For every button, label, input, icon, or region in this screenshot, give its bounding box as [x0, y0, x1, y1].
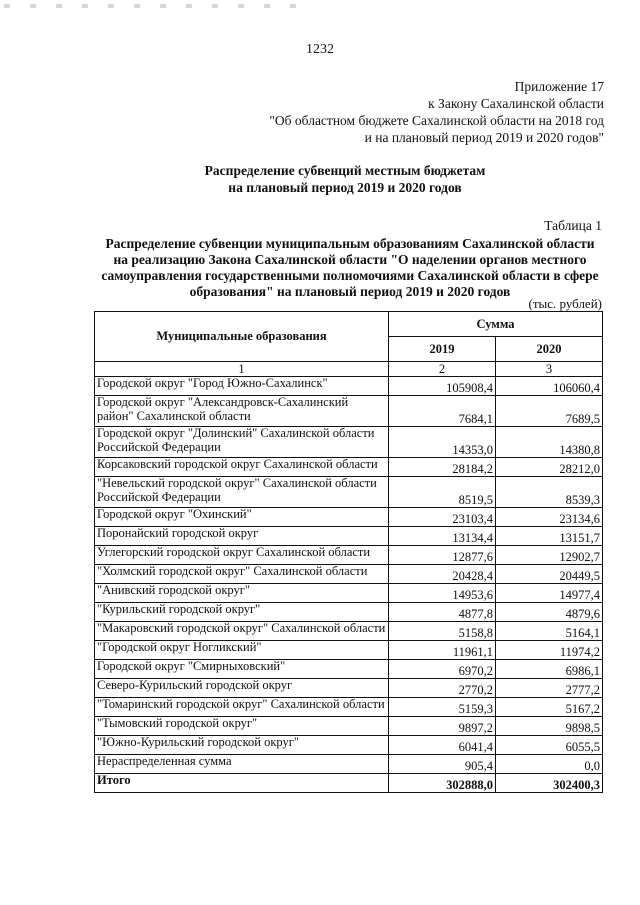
column-number: 1: [95, 362, 389, 377]
total-2019: 302888,0: [389, 774, 496, 793]
header-year-2019: 2019: [389, 337, 496, 362]
table-footer: [95, 774, 603, 793]
table-body: [95, 377, 603, 774]
table-row: [95, 427, 603, 458]
value-2019: 23103,4: [389, 508, 496, 527]
appendix-line: и на плановый период 2019 и 2020 годов": [364, 130, 604, 145]
value-2019: 905,4: [389, 755, 496, 774]
table-row: [95, 603, 603, 622]
municipality-name: Городской округ "Охинский": [95, 508, 389, 527]
value-2020: 20449,5: [496, 565, 603, 584]
value-2019: 12877,6: [389, 546, 496, 565]
value-2019: 7684,1: [389, 396, 496, 427]
value-2020: 4879,6: [496, 603, 603, 622]
value-2019: 9897,2: [389, 717, 496, 736]
value-2019: 6970,2: [389, 660, 496, 679]
value-2020: 6055,5: [496, 736, 603, 755]
municipality-name: "Южно-Курильский городской округ": [95, 736, 389, 755]
value-2019: 11961,1: [389, 641, 496, 660]
value-2020: 14977,4: [496, 584, 603, 603]
table-number: Таблица 1: [544, 218, 602, 233]
scan-artifact: [4, 4, 304, 8]
value-2020: 7689,5: [496, 396, 603, 427]
municipality-name: Поронайский городской округ: [95, 527, 389, 546]
table-row: [95, 736, 603, 755]
header-sum: Сумма: [389, 312, 603, 337]
table-row: [95, 508, 603, 527]
subsidy-table: [94, 311, 603, 793]
value-2019: 13134,4: [389, 527, 496, 546]
value-2020: 23134,6: [496, 508, 603, 527]
column-number: 2: [389, 362, 496, 377]
table-row: [95, 377, 603, 396]
value-2019: 6041,4: [389, 736, 496, 755]
value-2019: 2770,2: [389, 679, 496, 698]
value-2020: 0,0: [496, 755, 603, 774]
appendix-line: Приложение 17: [514, 79, 604, 94]
value-2020: 6986,1: [496, 660, 603, 679]
header-municipality: Муниципальные образования: [95, 312, 389, 362]
value-2020: 14380,8: [496, 427, 603, 458]
value-2019: 20428,4: [389, 565, 496, 584]
table-row: [95, 755, 603, 774]
appendix-block: [269, 78, 604, 146]
table-row: [95, 527, 603, 546]
table-row: [95, 477, 603, 508]
table-row: [95, 679, 603, 698]
value-2020: 11974,2: [496, 641, 603, 660]
value-2020: 5164,1: [496, 622, 603, 641]
table-row: [95, 396, 603, 427]
municipality-name: Городской округ "Александровск-Сахалинский район" Сахалинской области: [95, 396, 389, 427]
value-2019: 105908,4: [389, 377, 496, 396]
municipality-name: Углегорский городской округ Сахалинской области: [95, 546, 389, 565]
table-header: [95, 312, 603, 377]
document-title: [0, 162, 640, 196]
value-2019: 28184,2: [389, 458, 496, 477]
value-2020: 28212,0: [496, 458, 603, 477]
table-row: [95, 622, 603, 641]
table-row: [95, 546, 603, 565]
appendix-line: "Об областном бюджете Сахалинской области на 2018 год: [269, 113, 604, 128]
table-row: [95, 698, 603, 717]
value-2019: 5159,3: [389, 698, 496, 717]
appendix-line: к Закону Сахалинской области: [428, 96, 604, 111]
value-2020: 8539,3: [496, 477, 603, 508]
value-2020: 2777,2: [496, 679, 603, 698]
page-number: 1232: [306, 42, 334, 57]
value-2020: 9898,5: [496, 717, 603, 736]
units-label: (тыс. рублей): [528, 296, 602, 311]
table-row: [95, 584, 603, 603]
table-row: [95, 717, 603, 736]
municipality-name: Городской округ "Город Южно-Сахалинск": [95, 377, 389, 396]
municipality-name: "Анивский городской округ": [95, 584, 389, 603]
municipality-name: Северо-Курильский городской округ: [95, 679, 389, 698]
table-title: Распределение субвенции муниципальным образованиям Сахалинской области на реализацию Закона Сахалинской области "О наделении органов местного самоуправления государственными полномочиями Сахалинской области в сфере образования" на плановый период 2019 и 2020 годов: [101, 236, 599, 299]
table-row: [95, 660, 603, 679]
total-2020: 302400,3: [496, 774, 603, 793]
municipality-name: "Курильский городской округ": [95, 603, 389, 622]
value-2019: 5158,8: [389, 622, 496, 641]
title-line: на плановый период 2019 и 2020 годов: [228, 180, 462, 195]
value-2019: 4877,8: [389, 603, 496, 622]
value-2019: 8519,5: [389, 477, 496, 508]
value-2020: 12902,7: [496, 546, 603, 565]
municipality-name: "Невельский городской округ" Сахалинской области Российской Федерации: [95, 477, 389, 508]
value-2020: 106060,4: [496, 377, 603, 396]
municipality-name: "Томаринский городской округ" Сахалинской области: [95, 698, 389, 717]
column-number: 3: [496, 362, 603, 377]
total-label: Итого: [95, 774, 389, 793]
table-row: [95, 458, 603, 477]
value-2020: 5167,2: [496, 698, 603, 717]
table-row: [95, 565, 603, 584]
municipality-name: "Тымовский городской округ": [95, 717, 389, 736]
header-year-2020: 2020: [496, 337, 603, 362]
table-row: [95, 641, 603, 660]
municipality-name: "Холмский городской округ" Сахалинской области: [95, 565, 389, 584]
municipality-name: Городской округ "Долинский" Сахалинской области Российской Федерации: [95, 427, 389, 458]
value-2019: 14953,6: [389, 584, 496, 603]
municipality-name: Корсаковский городской округ Сахалинской области: [95, 458, 389, 477]
municipality-name: "Городской округ Ногликский": [95, 641, 389, 660]
value-2019: 14353,0: [389, 427, 496, 458]
municipality-name: Городской округ "Смирныховский": [95, 660, 389, 679]
value-2020: 13151,7: [496, 527, 603, 546]
municipality-name: "Макаровский городской округ" Сахалинской области: [95, 622, 389, 641]
total-row: [95, 774, 603, 793]
title-line: Распределение субвенций местным бюджетам: [204, 163, 486, 178]
municipality-name: Нераспределенная сумма: [95, 755, 389, 774]
